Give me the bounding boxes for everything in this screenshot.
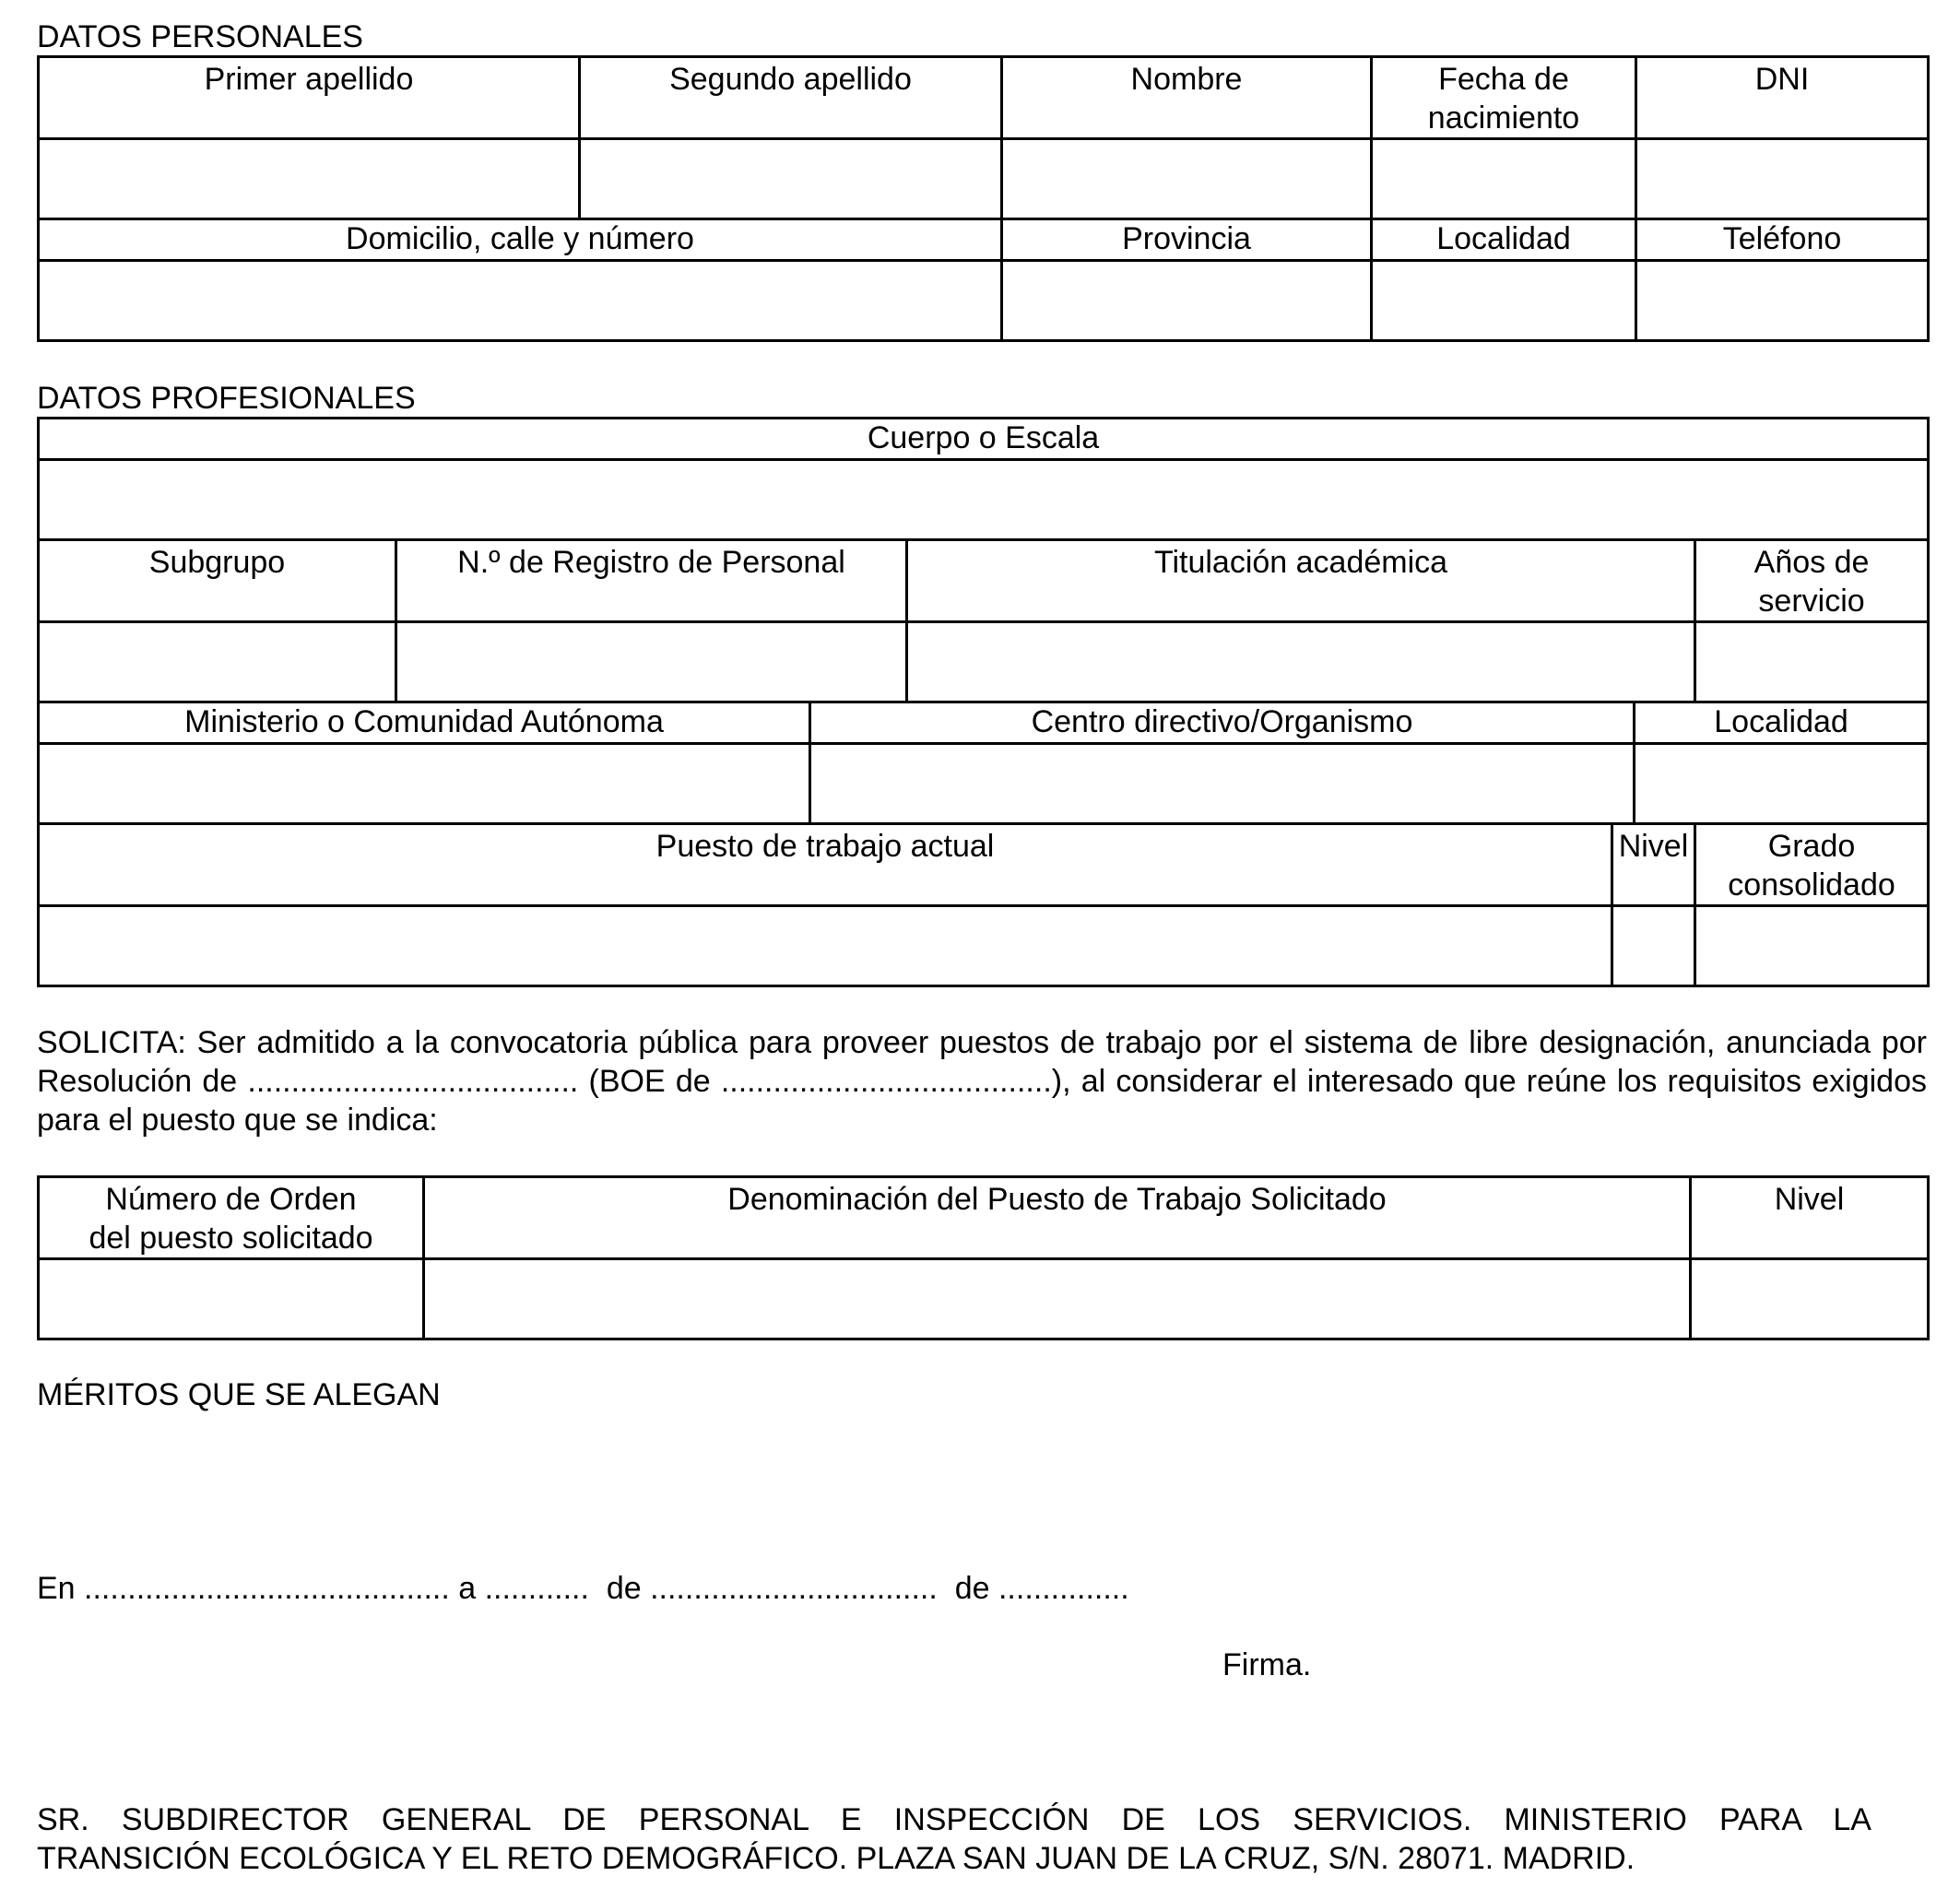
personal-data-table — [37, 55, 1930, 342]
header-nrp: N.º de Registro de Personal — [396, 540, 907, 622]
header-primer-apellido: Primer apellido — [39, 57, 580, 139]
header-numero-orden-line2: del puesto solicitado — [89, 1221, 373, 1256]
header-segundo-apellido: Segundo apellido — [580, 57, 1002, 139]
field-titulacion[interactable] — [907, 622, 1695, 702]
header-fecha-nacimiento-line1: Fecha de — [1438, 62, 1569, 97]
field-provincia[interactable] — [1002, 261, 1372, 341]
header-fecha-nacimiento-line2: nacimiento — [1427, 100, 1580, 136]
requested-position-table — [37, 1175, 1930, 1340]
addressee-line2: TRANSICIÓN ECOLÓGICA Y EL RETO DEMOGRÁFICO. PLAZA SAN JUAN DE LA CRUZ, S/N. 28071. MADRID. — [37, 1841, 1635, 1876]
addressee-line1: SR. SUBDIRECTOR GENERAL DE PERSONAL E INSPECCIÓN DE LOS SERVICIOS. MINISTERIO PARA LA — [37, 1802, 1871, 1837]
field-ministerio[interactable] — [39, 744, 810, 824]
header-centro-directivo: Centro directivo/Organismo — [810, 702, 1635, 744]
field-nivel-actual[interactable] — [1612, 906, 1695, 986]
header-dni: DNI — [1636, 57, 1929, 139]
header-anos-servicio — [1695, 540, 1929, 622]
header-cuerpo-escala: Cuerpo o Escala — [39, 419, 1929, 460]
field-localidad-prof[interactable] — [1635, 744, 1929, 824]
section-title-datos-personales: DATOS PERSONALES — [37, 19, 363, 54]
header-grado-line2: consolidado — [1728, 867, 1895, 903]
field-denominacion-puesto[interactable] — [424, 1259, 1691, 1339]
header-grado-consolidado — [1695, 824, 1929, 906]
date-place-line: En .......................................... a ............ de ................................. de ............... — [37, 1571, 1129, 1606]
field-localidad[interactable] — [1372, 261, 1636, 341]
header-ministerio: Ministerio o Comunidad Autónoma — [39, 702, 810, 744]
header-anos-servicio-line2: servicio — [1758, 584, 1865, 619]
field-fecha-nacimiento[interactable] — [1372, 139, 1636, 219]
field-nivel-puesto[interactable] — [1691, 1259, 1929, 1339]
header-telefono: Teléfono — [1636, 219, 1929, 261]
header-subgrupo: Subgrupo — [39, 540, 396, 622]
header-titulacion: Titulación académica — [907, 540, 1695, 622]
field-puesto-actual[interactable] — [39, 906, 1612, 986]
field-cuerpo-escala[interactable] — [39, 460, 1929, 540]
header-nombre: Nombre — [1002, 57, 1372, 139]
field-anos-servicio[interactable] — [1695, 622, 1929, 702]
signature-label: Firma. — [1222, 1647, 1312, 1682]
header-nivel-actual: Nivel — [1612, 824, 1695, 906]
header-fecha-nacimiento — [1372, 57, 1636, 139]
header-domicilio: Domicilio, calle y número — [39, 219, 1002, 261]
field-telefono[interactable] — [1636, 261, 1929, 341]
field-primer-apellido[interactable] — [39, 139, 580, 219]
header-anos-servicio-line1: Años de — [1753, 545, 1870, 580]
addressee-footer — [37, 1800, 1871, 1878]
header-localidad-prof: Localidad — [1635, 702, 1929, 744]
field-domicilio[interactable] — [39, 261, 1002, 341]
field-centro-directivo[interactable] — [810, 744, 1635, 824]
field-dni[interactable] — [1636, 139, 1929, 219]
header-numero-orden-line1: Número de Orden — [105, 1182, 357, 1217]
field-numero-orden[interactable] — [39, 1259, 424, 1339]
field-nrp[interactable] — [396, 622, 907, 702]
field-segundo-apellido[interactable] — [580, 139, 1002, 219]
header-puesto-actual: Puesto de trabajo actual — [39, 824, 1612, 906]
header-numero-orden — [39, 1177, 424, 1259]
header-denominacion-puesto: Denominación del Puesto de Trabajo Solicitado — [424, 1177, 1691, 1259]
field-nombre[interactable] — [1002, 139, 1372, 219]
header-provincia: Provincia — [1002, 219, 1372, 261]
solicita-text: SOLICITA: Ser admitido a la convocatoria pública para proveer puestos de trabajo por el sistema de libre designación, anunciada por Resolución de ...................................... (BOE de ......................................), al considerar el interesado que reúne los requisitos exigidos para el puesto que se indica: — [37, 1025, 1927, 1138]
header-grado-line1: Grado — [1767, 829, 1856, 864]
section-title-meritos: MÉRITOS QUE SE ALEGAN — [37, 1377, 441, 1412]
solicita-paragraph — [37, 1023, 1927, 1139]
professional-data-table — [37, 417, 1930, 987]
header-nivel-puesto: Nivel — [1691, 1177, 1929, 1259]
field-grado-consolidado[interactable] — [1695, 906, 1929, 986]
section-title-datos-profesionales: DATOS PROFESIONALES — [37, 381, 416, 416]
field-subgrupo[interactable] — [39, 622, 396, 702]
header-localidad: Localidad — [1372, 219, 1636, 261]
